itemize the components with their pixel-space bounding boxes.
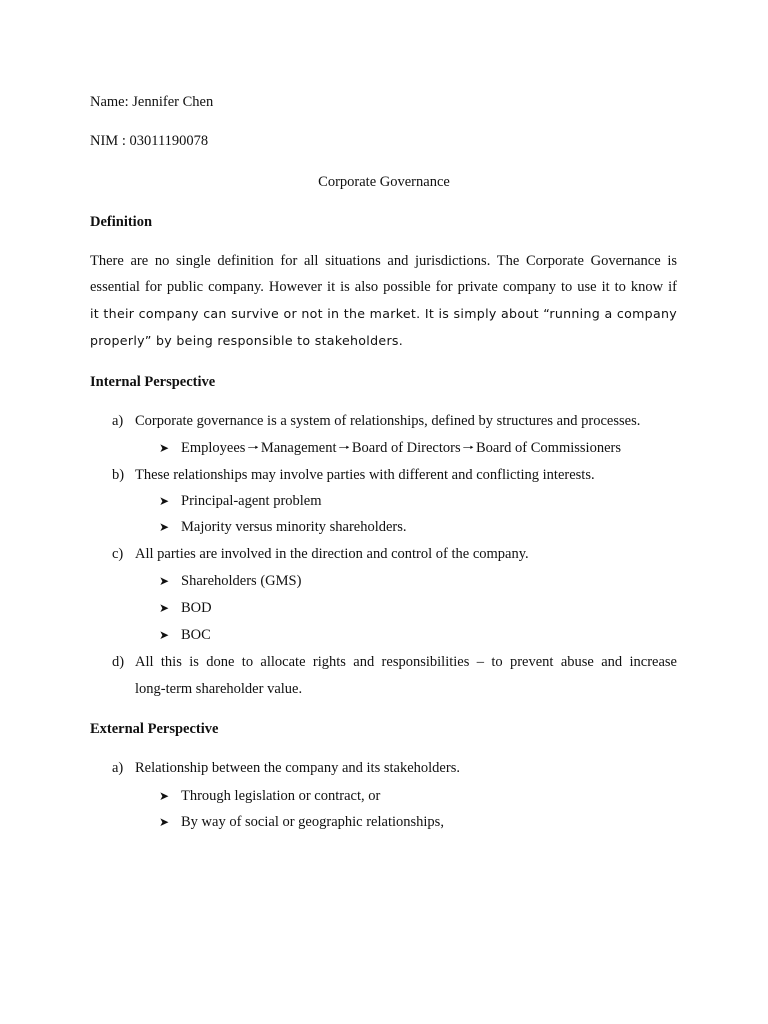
item-label: a) bbox=[112, 413, 124, 429]
item-label: a) bbox=[112, 760, 124, 776]
external-heading: External Perspective bbox=[90, 721, 219, 737]
definition-heading: Definition bbox=[90, 214, 153, 230]
definition-line-2: essential for public company. However it is also possible for private company to use it to know if bbox=[90, 279, 677, 295]
right-arrow-icon: 🠒 bbox=[462, 441, 474, 456]
definition-line-1: There are no single definition for all situations and jurisdictions. The Corporate Governance is bbox=[90, 253, 677, 269]
chain-step: Board of Directors bbox=[351, 440, 461, 456]
document-title: Corporate Governance bbox=[318, 174, 450, 190]
chain-step: Board of Commissioners bbox=[475, 440, 621, 456]
item-text: These relationships may involve parties with different and conflicting interests. bbox=[135, 467, 595, 483]
right-arrow-icon: 🠒 bbox=[338, 441, 350, 456]
sub-item-text: Majority versus minority shareholders. bbox=[181, 519, 407, 535]
chain-step: Management bbox=[260, 440, 337, 456]
item-label: b) bbox=[112, 467, 125, 483]
arrowhead-bullet-icon: ➤ bbox=[159, 601, 170, 615]
item-text: All this is done to allocate rights and responsibilities – to prevent abuse and increase bbox=[135, 654, 677, 670]
item-text: Corporate governance is a system of relationships, defined by structures and processes. bbox=[135, 413, 641, 429]
nim-label: NIM : bbox=[90, 133, 126, 149]
item-text: Relationship between the company and its stakeholders. bbox=[135, 760, 460, 776]
nim-value: 03011190078 bbox=[129, 133, 209, 149]
sub-item-text: Through legislation or contract, or bbox=[181, 788, 381, 804]
name-line bbox=[90, 93, 213, 111]
arrowhead-bullet-icon: ➤ bbox=[159, 789, 170, 803]
nim-line bbox=[90, 132, 208, 150]
arrowhead-bullet-icon: ➤ bbox=[159, 441, 170, 455]
arrowhead-bullet-icon: ➤ bbox=[159, 520, 170, 534]
item-text: All parties are involved in the direction and control of the company. bbox=[135, 546, 529, 562]
internal-heading: Internal Perspective bbox=[90, 374, 216, 390]
arrowhead-bullet-icon: ➤ bbox=[159, 574, 170, 588]
sub-item-text: Principal-agent problem bbox=[181, 493, 322, 509]
arrowhead-bullet-icon: ➤ bbox=[159, 494, 170, 508]
sub-item-text: By way of social or geographic relationships, bbox=[181, 814, 444, 830]
chain-step: Employees bbox=[181, 440, 246, 456]
sub-item-text: Shareholders (GMS) bbox=[181, 573, 302, 589]
name-label: Name: bbox=[90, 94, 129, 110]
item-label: c) bbox=[112, 546, 124, 562]
item-label: d) bbox=[112, 654, 125, 670]
hierarchy-chain bbox=[181, 439, 621, 458]
sub-item-text: BOD bbox=[181, 600, 212, 616]
arrowhead-bullet-icon: ➤ bbox=[159, 628, 170, 642]
sub-item-text: BOC bbox=[181, 627, 211, 643]
arrowhead-bullet-icon: ➤ bbox=[159, 815, 170, 829]
item-text-continued: long-term shareholder value. bbox=[135, 681, 303, 697]
definition-line-3: it their company can survive or not in the market. It is simply about “running a company bbox=[90, 306, 677, 321]
name-value: Jennifer Chen bbox=[132, 94, 214, 110]
right-arrow-icon: 🠒 bbox=[247, 441, 259, 456]
definition-line-4: properly” by being responsible to stakeholders. bbox=[90, 333, 404, 348]
